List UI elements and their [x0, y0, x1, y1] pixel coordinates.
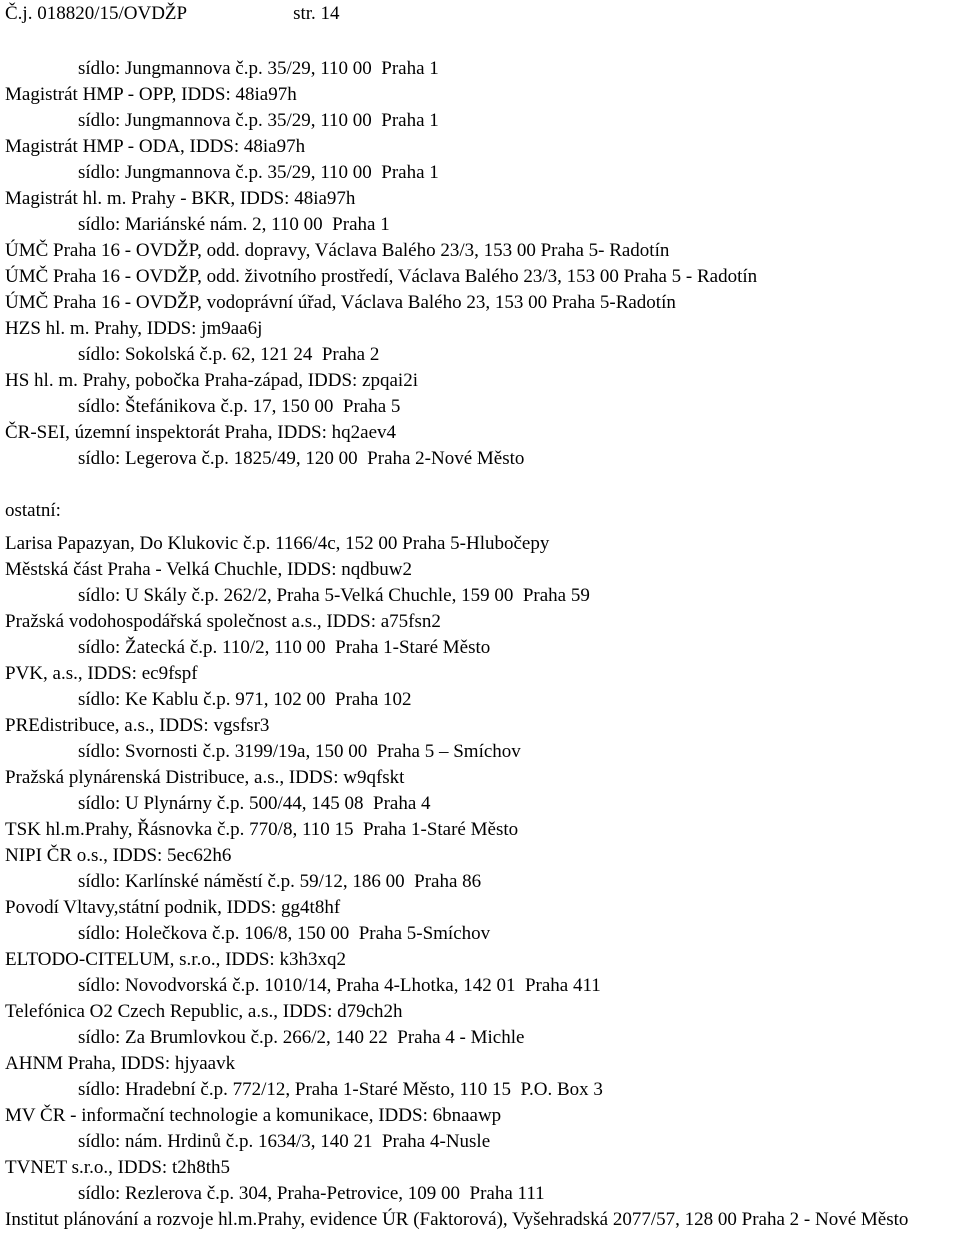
address-line: sídlo: Hradební č.p. 772/12, Praha 1-Staré Město, 110 15 P.O. Box 3 [78, 1079, 603, 1100]
recipient-line: HZS hl. m. Prahy, IDDS: jm9aa6j [5, 318, 263, 339]
address-line: sídlo: Svornosti č.p. 3199/19a, 150 00 Praha 5 – Smíchov [78, 741, 521, 762]
address-line: sídlo: Legerova č.p. 1825/49, 120 00 Praha 2-Nové Město [78, 448, 525, 469]
address-line: sídlo: Rezlerova č.p. 304, Praha-Petrovice, 109 00 Praha 111 [78, 1183, 545, 1204]
recipient-line: ÚMČ Praha 16 - OVDŽP, odd. životního prostředí, Václava Balého 23/3, 153 00 Praha 5 - Radotín [5, 266, 758, 287]
recipient-line: MV ČR - informační technologie a komunikace, IDDS: 6bnaawp [5, 1105, 502, 1126]
recipient-line: Povodí Vltavy,státní podnik, IDDS: gg4t8hf [5, 897, 341, 918]
recipient-line: TVNET s.r.o., IDDS: t2h8th5 [5, 1157, 231, 1178]
address-line: sídlo: U Plynárny č.p. 500/44, 145 08 Praha 4 [78, 793, 431, 814]
document-reference: Č.j. 018820/15/OVDŽP [5, 3, 188, 24]
recipient-line: NIPI ČR o.s., IDDS: 5ec62h6 [5, 845, 232, 866]
recipient-line: Pražská plynárenská Distribuce, a.s., IDDS: w9qfskt [5, 767, 405, 788]
recipient-line: Larisa Papazyan, Do Klukovic č.p. 1166/4c, 152 00 Praha 5-Hlubočepy [5, 533, 550, 554]
recipient-line: Magistrát HMP - OPP, IDDS: 48ia97h [5, 84, 297, 105]
recipient-line: Magistrát hl. m. Prahy - BKR, IDDS: 48ia97h [5, 188, 356, 209]
address-line: sídlo: Štefánikova č.p. 17, 150 00 Praha 5 [78, 396, 401, 417]
address-line: sídlo: Jungmannova č.p. 35/29, 110 00 Praha 1 [78, 110, 439, 131]
address-line: sídlo: U Skály č.p. 262/2, Praha 5-Velká Chuchle, 159 00 Praha 59 [78, 585, 590, 606]
section-heading-other: ostatní: [5, 500, 61, 521]
address-line: sídlo: Ke Kablu č.p. 971, 102 00 Praha 102 [78, 689, 412, 710]
recipient-line: PREdistribuce, a.s., IDDS: vgsfsr3 [5, 715, 270, 736]
address-line: sídlo: Mariánské nám. 2, 110 00 Praha 1 [78, 214, 390, 235]
address-line: sídlo: nám. Hrdinů č.p. 1634/3, 140 21 Praha 4-Nusle [78, 1131, 491, 1152]
recipient-line: PVK, a.s., IDDS: ec9fspf [5, 663, 198, 684]
recipient-line: Institut plánování a rozvoje hl.m.Prahy, evidence ÚR (Faktorová), Vyšehradská 2077/57, 128 00 Praha 2 - Nové Město [5, 1209, 909, 1230]
address-line: sídlo: Novodvorská č.p. 1010/14, Praha 4-Lhotka, 142 01 Praha 411 [78, 975, 601, 996]
address-line: sídlo: Jungmannova č.p. 35/29, 110 00 Praha 1 [78, 162, 439, 183]
recipient-line: ČR-SEI, územní inspektorát Praha, IDDS: hq2aev4 [5, 422, 397, 443]
address-line: sídlo: Jungmannova č.p. 35/29, 110 00 Praha 1 [78, 58, 439, 79]
address-line: sídlo: Karlínské náměstí č.p. 59/12, 186 00 Praha 86 [78, 871, 482, 892]
recipient-line: Pražská vodohospodářská společnost a.s., IDDS: a75fsn2 [5, 611, 441, 632]
recipient-line: HS hl. m. Prahy, pobočka Praha-západ, IDDS: zpqai2i [5, 370, 418, 391]
page-number: str. 14 [293, 3, 340, 24]
address-line: sídlo: Žatecká č.p. 110/2, 110 00 Praha 1-Staré Město [78, 637, 491, 658]
recipient-line: Telefónica O2 Czech Republic, a.s., IDDS: d79ch2h [5, 1001, 403, 1022]
recipient-line: Městská část Praha - Velká Chuchle, IDDS: nqdbuw2 [5, 559, 413, 580]
address-line: sídlo: Za Brumlovkou č.p. 266/2, 140 22 Praha 4 - Michle [78, 1027, 525, 1048]
recipient-line: ELTODO-CITELUM, s.r.o., IDDS: k3h3xq2 [5, 949, 346, 970]
recipient-line: Magistrát HMP - ODA, IDDS: 48ia97h [5, 136, 306, 157]
address-line: sídlo: Sokolská č.p. 62, 121 24 Praha 2 [78, 344, 380, 365]
recipient-line: ÚMČ Praha 16 - OVDŽP, vodoprávní úřad, Václava Balého 23, 153 00 Praha 5-Radotín [5, 292, 676, 313]
address-line: sídlo: Holečkova č.p. 106/8, 150 00 Praha 5-Smíchov [78, 923, 491, 944]
recipient-line: AHNM Praha, IDDS: hjyaavk [5, 1053, 236, 1074]
recipient-line: TSK hl.m.Prahy, Řásnovka č.p. 770/8, 110 15 Praha 1-Staré Město [5, 819, 519, 840]
recipient-line: ÚMČ Praha 16 - OVDŽP, odd. dopravy, Václava Balého 23/3, 153 00 Praha 5- Radotín [5, 240, 670, 261]
